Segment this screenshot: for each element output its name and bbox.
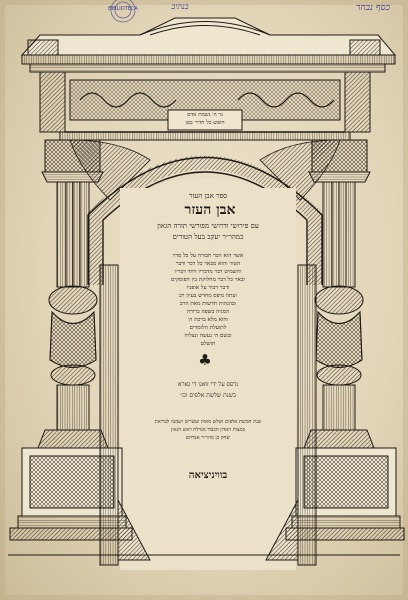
frieze-plaque-line2: חופש כל חדרי בטן: [185, 120, 225, 126]
colophon: [126, 418, 290, 442]
colophon-line: שנת חמשת אלפים ושלש מאות ועשרים ושמנה לבריאת: [154, 419, 262, 425]
body-line: ודבר דבור על אופניו: [186, 285, 230, 291]
body-line: ובהגהות חדשות מאת הרב: [179, 301, 237, 307]
body-line: והוא מלא ברכת ה׳: [187, 317, 229, 323]
stamp-text: BIBLIOTECA: [108, 6, 138, 12]
subtitle-line: עם פירושי ודרושי מפורשי תורה הגאון: [157, 222, 259, 230]
heading-line: ספר אבן העזר: [188, 192, 228, 200]
body-line: המגיה בשפה ברורה: [186, 309, 230, 315]
body-paragraph: [126, 252, 290, 348]
body-line: תושלם: [200, 341, 216, 347]
body-line: הטור והוא מבאר כל דבר ודבר: [175, 261, 241, 267]
body-line: ועתה נדפס מחדש בעיון רב: [179, 293, 237, 299]
colophon-line: יצחק בן מהר״ר אברהם: [185, 435, 231, 441]
frieze-plaque: [170, 111, 240, 127]
main-title: אבן העזר: [184, 202, 236, 218]
imprint-city: בוויניציאה: [188, 470, 228, 481]
body-line: ובאר כל דבר מחלוקת בין הפוסקים: [171, 277, 245, 283]
colophon-line: במצות האדון הכבוד מגדלת ראש הגאון: [170, 427, 245, 433]
body-line: אשר הוא חבר חבורה על כל סדר: [172, 253, 244, 259]
body-line: ובשם ה׳ נעשה ונצליח: [184, 333, 232, 339]
body-line: והשמיט דבר מדבריו ויחד דבריו: [174, 269, 242, 275]
handwritten-note-top-right: כסף נבחר: [355, 3, 390, 13]
subtitle-line-2: כמהר״ר יעקב בעל הטורים: [172, 233, 244, 241]
frieze-plaque-line1: נר ה׳ נשמת אדם: [187, 112, 223, 118]
printer-line-1: נדפס על ידי זואנו די גארא: [177, 381, 239, 388]
body-line: לתועלת הלומדים: [189, 325, 227, 331]
printer-line-2: בשנת שלשת אלפים וכו׳: [180, 392, 236, 399]
club-ornament-icon: ♣: [198, 351, 212, 369]
handwritten-note-top-left: בנתיב: [171, 2, 189, 11]
